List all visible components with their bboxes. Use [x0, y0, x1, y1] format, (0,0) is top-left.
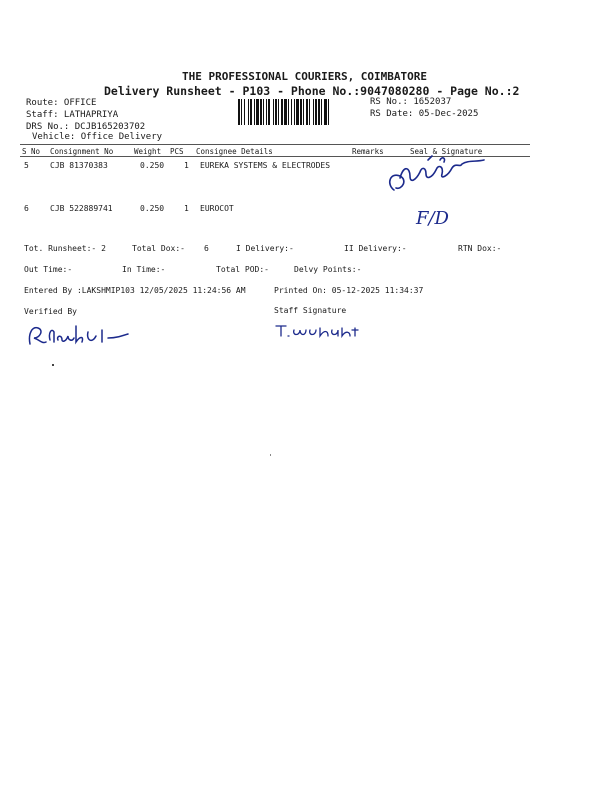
handwritten-fd-note: F/D — [416, 208, 449, 229]
delvy-points: Delvy Points:- — [294, 265, 362, 274]
col-weight: Weight — [134, 147, 162, 156]
table-row-weight: 0.250 — [140, 204, 165, 213]
table-row-consignee: EUROCOT — [200, 204, 234, 213]
in-time: In Time:- — [122, 265, 166, 274]
col-consignment: Consignment No — [50, 147, 114, 156]
total-dox-label: Total Dox:- — [132, 244, 185, 253]
col-pcs: PCS — [170, 147, 184, 156]
barcode-icon — [238, 99, 366, 125]
vehicle-field: Vehicle: Office Delivery — [32, 132, 163, 142]
ii-delivery: II Delivery:- — [344, 244, 407, 253]
company-name: THE PROFESSIONAL COURIERS, COIMBATORE — [182, 70, 428, 83]
table-row-pcs: 1 — [184, 161, 189, 170]
rs-number: RS No.: 1652037 — [370, 97, 452, 107]
verified-by-label: Verified By — [24, 307, 77, 316]
stray-mark — [52, 364, 54, 366]
printed-on: Printed On: 05-12-2025 11:34:37 — [274, 286, 424, 295]
rs-date: RS Date: 05-Dec-2025 — [370, 109, 479, 119]
col-remarks: Remarks — [352, 147, 384, 156]
col-seal: Seal & Signature — [410, 147, 483, 156]
col-sno: S No — [22, 147, 41, 156]
table-row-consignment: CJB 522889741 — [50, 204, 113, 213]
table-row-consignment: CJB 81370383 — [50, 161, 108, 170]
staff-signature — [272, 320, 362, 342]
total-dox-value: 6 — [204, 244, 209, 253]
out-time: Out Time:- — [24, 265, 73, 274]
entered-by: Entered By :LAKSHMIP103 12/05/2025 11:24:56 AM — [24, 286, 246, 295]
col-consignee: Consignee Details — [196, 147, 273, 156]
staff-signature-label: Staff Signature — [274, 306, 347, 315]
table-row-weight: 0.250 — [140, 161, 165, 170]
tot-runsheet: Tot. Runsheet:- 2 — [24, 244, 106, 253]
table-row-sno: 6 — [24, 204, 29, 213]
i-delivery: I Delivery:- — [236, 244, 294, 253]
consignee-signature-1 — [380, 150, 500, 202]
rtn-dox: RTN Dox:- — [458, 244, 502, 253]
verifier-signature — [22, 318, 132, 350]
staff-field: Staff: LATHAPRIYA — [26, 110, 119, 120]
table-top-rule — [20, 144, 530, 145]
stray-mark — [270, 454, 271, 456]
drs-number: DRS No.: DCJB165203702 — [26, 122, 146, 132]
table-row-consignee: EUREKA SYSTEMS & ELECTRODES — [200, 161, 331, 170]
runsheet-title: Delivery Runsheet - P103 - Phone No.:9047080280 - Page No.:2 — [104, 84, 520, 98]
total-pod: Total POD:- — [216, 265, 269, 274]
route-field: Route: OFFICE — [26, 98, 97, 108]
table-row-sno: 5 — [24, 161, 29, 170]
table-row-pcs: 1 — [184, 204, 189, 213]
